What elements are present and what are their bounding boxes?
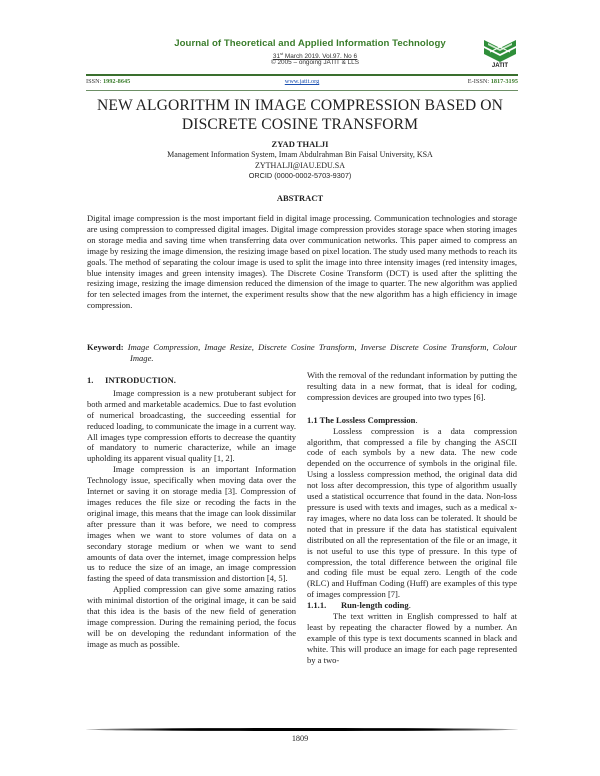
abstract-text: Digital image compression is the most important field in digital image processing. Communication technologies and storage are using compression to compressed digital images. Digital image compression provides storage space when storing images on storage media and saving time when transferring data over communication networks. This paper aimed to compress an image by resizing the image dimension, the resizing image based on pixel location. The study used many methods to reach its goals. The method of separating the colour image is used to split the image into three intensity images (red intensity images, blue intensity images and green intensity images). The Discrete Cosine Transform (DCT) is used after the splitting the resizing image, resizing the image dimension reduced the dimension of the image to quarter. The new algorithm was applied for ten selected images from the internet, the experiment results show that the new algorithm has a high efficiency in image compression. xyxy=(87,213,517,311)
eissn xyxy=(468,78,518,85)
lossless-paragraph: Lossless compression is a data compression algorithm, that compressed a file by changing the ASCII code of each symbols by a new data. The new code depended on the occurrence of symbols in the original file. Using a lossless compression method, the original data did not loss after decompression, this type of algorithm usually used a statistical occurrence that found in the data. Non-loss pressure is used with texts and images, such as a medical x-ray images, where no data loss can be tolerated. It should be noted that in pressure if the data has statistical equivalent distributed on all the representation of the file or an image, it is not useful to use this type of pressure. In this type of compression, the total difference between the original file and coding file must be equal zero. Length of the code (RLC) and Huffman Coding (Huff) are examples of this type of images compression [7]. xyxy=(307,425,517,600)
author-orcid: ORCID (0000-0002-5703-9307) xyxy=(248,171,352,180)
right-column xyxy=(307,370,517,666)
issn-value: 1992-8645 xyxy=(102,78,131,85)
intro-number: 1. xyxy=(87,375,94,385)
author-email: ZYTHALJI@IAU.EDU.SA xyxy=(254,161,346,170)
eissn-value: 1817-3195 xyxy=(490,78,518,85)
intro-paragraph: Image compression is a new protuberant subject for both armed and marketable academics. Due to fast evolution of numerical broadcasting, the succeeding essential for reduced loading, to communicate the image in a current way. All images type compression efforts to decrease the quantity of mandatory to numeric characterize, while an image upholding its apparent visual quality [1, 2]. xyxy=(87,387,296,464)
left-column xyxy=(87,372,296,650)
issue-day-suffix: st xyxy=(280,51,284,56)
lossless-title: 1.1 The Lossless Compression xyxy=(307,414,416,425)
rlc-paragraph: The text written in English compressed to half at least by repeating the character flowed by a number. An example of this type is text documents scanned in black and white. This will produce an image for each page represented by a two- xyxy=(307,611,517,665)
copyright: © 2005 – ongoing JATIT & LLS xyxy=(271,59,359,66)
rlc-heading xyxy=(307,600,517,611)
rlc-heading-suffix: . xyxy=(408,600,411,611)
website-link[interactable]: www.jatit.org xyxy=(284,78,320,85)
header-rule xyxy=(86,74,518,76)
rlc-title: Run-length coding xyxy=(341,600,409,611)
issn-label: ISSN: xyxy=(86,78,103,85)
keywords xyxy=(87,342,517,364)
author-name: ZYAD THALJI xyxy=(271,139,329,149)
intro-title: INTRODUCTION. xyxy=(105,375,176,385)
intro-paragraph: Image compression is an important Information Technology issue, specifically when moving data over the Internet or saving it on storage media [3]. Compression of images reduces the file size or recoding the facts in the original image, this means that the image can look dissimilar after pressure than it was before, we need to compress images when we want to store volumes of data on a secondary storage medium or when we want to send amounts of data over the internet, image compression helps us to reduce the size of an image, an image compression fasting the speed of data transmission and distortion [4, 5]. xyxy=(87,464,296,584)
lossless-heading xyxy=(307,415,517,426)
author-affiliation: Management Information System, Imam Abdulrahman Bin Faisal University, KSA xyxy=(167,150,433,159)
issue-day: 31 xyxy=(272,53,281,61)
intro-heading xyxy=(87,375,296,386)
issue-rest: March 2019. Vol.97. No 6 xyxy=(283,53,358,61)
intro-continuation: With the removal of the redundant information by putting the resulting data in a new format, that is ideal for coding, compression devices are grouped into two types [6]. xyxy=(307,370,517,402)
eissn-label: E-ISSN: xyxy=(467,78,491,85)
intro-paragraph: Applied compression can give some amazing ratios with minimal distortion of the original image, it can be said that this idea is the basis of the new field of generation image compression. During the remaining period, the focus will be on developing the redundant information of the image as much as possible. xyxy=(87,584,296,649)
journal-title: Journal of Theoretical and Applied Information Technology xyxy=(174,38,446,49)
footer-rule xyxy=(86,728,518,731)
keyword-label: Keyword: xyxy=(87,342,124,352)
logo-text: JATIT xyxy=(491,63,509,69)
page-number: 1809 xyxy=(291,734,309,743)
keyword-list: Image Compression, Image Resize, Discrete Cosine Transform, Inverse Discrete Cosine Transform, Colour Image. xyxy=(127,342,517,363)
journal-header xyxy=(76,38,524,74)
abstract-heading: ABSTRACT xyxy=(276,193,324,203)
lossless-heading-suffix: . xyxy=(415,414,418,425)
issn-rule xyxy=(86,90,518,91)
issn-row xyxy=(86,78,518,88)
rlc-number: 1.1.1. xyxy=(307,600,327,611)
paper-title: NEW ALGORITHM IN IMAGE COMPRESSION BASED ON DISCRETE COSINE TRANSFORM xyxy=(97,97,503,133)
